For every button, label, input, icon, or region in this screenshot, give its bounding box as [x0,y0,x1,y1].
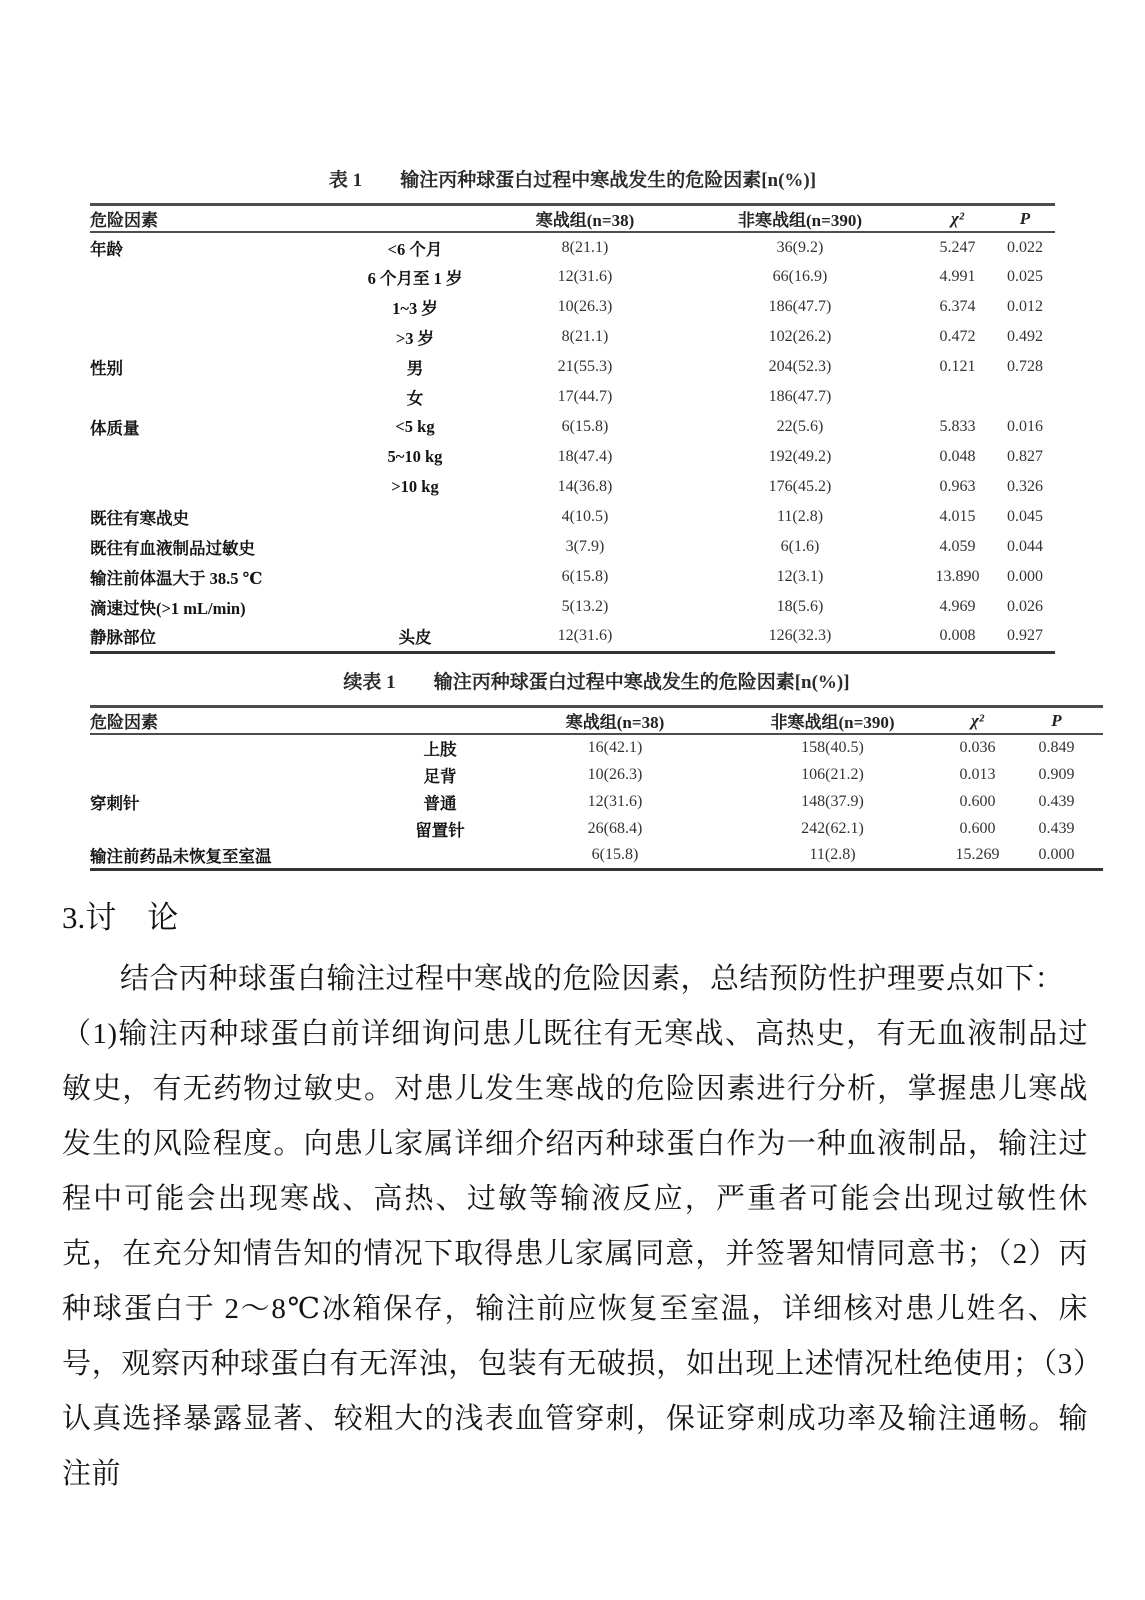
table-row [90,562,1055,592]
table-cell: 8(21.1) [561,328,609,345]
column-header: 寒战组(n=38) [565,713,665,732]
table-cell [90,442,340,472]
table-cell: 0.013 [959,765,996,783]
table-cell: 0.044 [1007,538,1043,555]
discussion-paragraph: 结合丙种球蛋白输注过程中寒战的危险因素，总结预防性护理要点如下： [120,963,1065,995]
table-cell [920,382,995,412]
table-row [90,622,1055,652]
table-cell: 3(7.9) [565,538,605,555]
table-cell: >3 岁 [395,329,435,348]
risk-factor-table [90,203,1055,654]
table2-caption-title: 输注丙种球蛋白过程中寒战发生的危险因素[n(%)] [433,672,850,693]
table-cell: 4.969 [939,598,976,615]
table-header-row [90,707,1103,735]
table-cell: 穿刺针 [90,793,140,813]
table-cell [90,292,340,322]
discussion-section [62,896,1088,1502]
table2-caption-prefix: 续表 1 [343,672,396,693]
table-cell: 4.059 [939,538,976,555]
column-header: 寒战组(n=38) [535,211,635,230]
table-cell: 0.048 [939,448,976,465]
table-cell [995,382,1055,412]
column-header: P [1019,208,1031,228]
table2-caption [90,670,1103,696]
table-row [90,532,1055,562]
table-cell: 0.045 [1007,508,1043,525]
table-cell [90,815,370,842]
table-cell: 204(52.3) [768,358,832,375]
table-cell [340,502,490,532]
column-header [370,707,510,735]
table-cell: 0.909 [1038,765,1075,783]
table-cell: 5.247 [939,238,976,256]
table-cell: 女 [406,389,424,408]
table-cell: 102(26.2) [768,328,832,345]
table-cell [90,322,340,352]
risk-factor-table-continued [90,705,1103,871]
table1-caption-title: 输注丙种球蛋白过程中寒战发生的危险因素[n(%)] [400,170,817,191]
table1-caption [90,168,1055,194]
table-cell: >10 kg [391,477,439,496]
table-header-row [90,205,1055,233]
table-row [90,734,1103,761]
table-cell: 0.439 [1038,819,1075,837]
table-cell [340,562,490,592]
column-header: χ² [971,710,984,730]
table-cell: 足背 [423,766,457,786]
table-cell: 126(32.3) [768,627,832,645]
table-cell: 6.374 [939,298,976,315]
column-header: 非寒战组(n=390) [738,211,862,230]
table1-caption-prefix: 表 1 [328,170,363,191]
table-cell: 0.012 [1007,298,1043,315]
table-cell: 0.036 [959,739,996,756]
table-cell: 12(31.6) [557,268,613,285]
table-cell: 1~3 岁 [392,299,438,318]
discussion-paragraph: （1)输注丙种球蛋白前详细询问患儿既往有无寒战、高热史，有无血液制品过敏史，有无药物过敏史。对患儿发生寒战的危险因素进行分析，掌握患儿寒战发生的风险程度。向患儿家属详细介绍丙种球蛋白作为一种血液制品，输注过程中可能会出现寒战、高热、过敏等输液反应，严重者可能会出现过敏性休克，在充分知情告知的情况下取得患儿家属同意，并签署知情同意书；（2）丙种球蛋白于 2～8℃冰箱保存，输注前应恢复至室温，详细核对患儿姓名、床号，观察丙种球蛋白有无浑浊，包装有无破损，如出现上述情况杜绝使用；（3）认真选择暴露显著、较粗大的浅表血管穿刺，保证穿刺成功率及输注通畅。输注前 [62,1018,1088,1490]
table-cell: 18(47.4) [557,448,613,465]
table-cell: 13.890 [935,568,980,585]
table-cell [340,592,490,622]
table-cell: 年龄 [90,239,123,259]
table-cell: 10(26.3) [557,298,613,315]
table-cell: 4.991 [939,268,976,285]
table-cell: 5.833 [939,418,976,435]
table-cell: 既往有寒战史 [90,509,189,528]
table-cell: 16(42.1) [587,739,643,756]
table-cell: 0.439 [1038,792,1075,810]
table-cell: 0.827 [1007,448,1043,465]
table-cell: 66(16.9) [772,268,828,285]
table-cell: 10(26.3) [587,765,643,783]
table-cell: 0.600 [959,792,996,810]
table-cell: 0.022 [1007,238,1043,256]
table-cell: 0.000 [1038,845,1075,863]
table-cell: 0.472 [939,328,976,345]
table-cell: 6(15.8) [591,845,639,863]
column-header: 危险因素 [90,713,158,732]
table-cell: 21(55.3) [557,358,613,375]
table-cell: 176(45.2) [768,478,832,495]
table-cell: 15.269 [955,845,1000,863]
table-cell: 静脉部位 [90,628,156,648]
table-cell [90,761,370,788]
table-cell: <5 kg [395,417,435,436]
table-row [90,262,1055,292]
table-row [90,412,1055,442]
table-cell: 12(31.6) [587,792,643,810]
table-row [90,442,1055,472]
table-row [90,292,1055,322]
table-cell: 106(21.2) [801,765,864,783]
table-row [90,761,1103,788]
table-cell: 5(13.2) [561,598,609,615]
table-cell: 0.492 [1007,328,1043,345]
table-row [90,788,1103,815]
table-cell: 6(15.8) [561,568,609,585]
table-cell: 242(62.1) [801,819,864,837]
table-cell: 体质量 [90,419,140,438]
table-cell [90,472,340,502]
table-row [90,472,1055,502]
table-cell: 上肢 [423,740,457,759]
table-cell: 11(2.8) [809,845,856,863]
table-cell: <6 个月 [387,239,443,259]
table-row [90,842,1103,869]
table-cell: 0.600 [959,819,996,837]
table-cell: 158(40.5) [801,739,864,756]
table-cell: 0.008 [939,627,976,645]
table-cell: 既往有血液制品过敏史 [90,539,255,558]
table-cell: 输注前体温大于 38.5 ℃ [90,569,263,588]
table-cell: 留置针 [415,820,465,840]
table-cell: 4.015 [939,508,976,525]
table-cell [370,842,510,869]
table-cell: 0.728 [1007,358,1043,375]
table-cell: 8(21.1) [561,238,609,256]
table-cell: 0.963 [939,478,976,495]
table-cell: 12(31.6) [557,627,613,645]
table-cell: 192(49.2) [768,448,832,465]
table-cell: 12(3.1) [776,568,824,585]
table-row [90,502,1055,532]
table-cell: 17(44.7) [557,388,613,405]
table-row [90,232,1055,262]
table-cell: 186(47.7) [768,298,832,315]
table-row [90,382,1055,412]
table-cell: 14(36.8) [557,478,613,495]
table-row [90,352,1055,382]
table-cell: 0.927 [1007,627,1043,645]
column-header: 危险因素 [90,211,158,230]
table-cell: 11(2.8) [776,508,824,525]
table-cell: 0.025 [1007,268,1043,285]
table-cell [340,532,490,562]
table-cell: 性别 [90,359,123,378]
column-header: P [1051,710,1062,730]
table-cell: 186(47.7) [768,388,832,405]
table-cell [90,382,340,412]
table-cell: 6(1.6) [780,538,820,555]
table-cell: 6 个月至 1 岁 [367,269,463,288]
table-cell: 148(37.9) [801,792,864,810]
table-cell: 滴速过快(>1 mL/min) [90,599,246,618]
table-cell: 6(15.8) [561,418,609,435]
table-cell: 男 [406,359,424,378]
table-row [90,815,1103,842]
table-cell: 0.016 [1007,418,1043,435]
table-cell: 头皮 [398,628,432,648]
table-cell: 0.326 [1007,478,1043,495]
column-header [340,205,490,233]
table-cell: 0.026 [1007,598,1043,615]
table-cell: 4(10.5) [561,508,609,525]
table-cell: 0.000 [1007,568,1043,585]
table-cell: 26(68.4) [587,819,643,837]
table-cell: 36(9.2) [776,238,824,256]
table-row [90,592,1055,622]
table-cell: 18(5.6) [776,598,824,615]
column-header: χ² [951,208,964,228]
table-cell: 输注前药品未恢复至室温 [90,846,272,866]
table-row [90,322,1055,352]
table-cell: 普通 [423,793,457,813]
column-header: 非寒战组(n=390) [770,713,895,732]
table-cell: 5~10 kg [387,447,443,466]
table-cell: 0.849 [1038,739,1075,756]
table-cell: 22(5.6) [776,418,824,435]
table-cell: 0.121 [939,358,976,375]
discussion-heading: 3.讨 论 [62,900,179,935]
table-cell [90,734,370,761]
discussion-body [62,952,1088,1502]
table-cell [90,262,340,292]
